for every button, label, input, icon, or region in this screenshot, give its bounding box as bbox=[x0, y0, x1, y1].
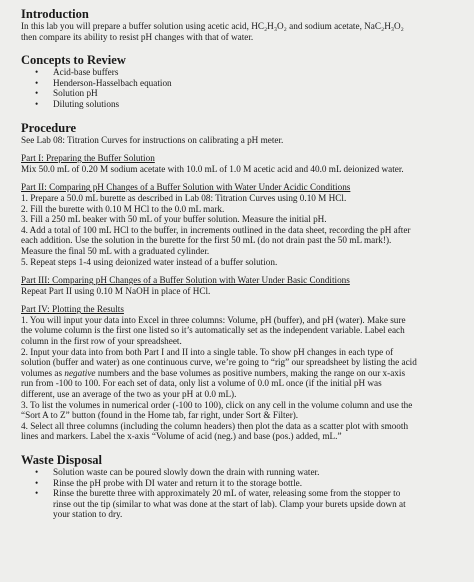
intro-line-2: then compare its ability to resist pH changes with that of water. bbox=[21, 31, 254, 42]
list-item: • Diluting solutions bbox=[35, 98, 120, 109]
list-item: • Rinse the pH probe with DI water and return it to the storage bottle. bbox=[35, 477, 303, 488]
bullet-icon: • bbox=[35, 98, 39, 109]
part4-line: volumes as negative numbers and the base volumes as positive numbers, making the range on our x-axis bbox=[21, 367, 406, 378]
bullet-icon: • bbox=[35, 467, 39, 477]
waste-list bbox=[35, 467, 468, 520]
part2-title: Part II: Comparing pH Changes of a Buffer Solution with Water Under Acidic Conditions bbox=[21, 182, 351, 193]
part1-title: Part I: Preparing the Buffer Solution bbox=[21, 153, 155, 164]
list-item: • Rinse the burette three with approximately 20 mL of water, releasing some from the stopper to rinse out the tip (similar to what was done at the start of lab). Clamp your burets upside down at your station to dry. bbox=[35, 488, 406, 520]
part4-line: 1. You will input your data into Excel in three columns: Volume, pH (buffer), and pH (water). Make sure bbox=[21, 314, 406, 325]
part2-step: Measure the final 50 mL with a graduated cylinder. bbox=[21, 245, 210, 256]
part3-line: Repeat Part II using 0.10 M NaOH in place of HCl. bbox=[21, 285, 211, 296]
part4-line: “Sort A to Z” button (found in the Home tab, far right, under Sort & Filter). bbox=[21, 410, 299, 421]
concepts-heading: Concepts to Review bbox=[21, 53, 126, 68]
part2-step: each addition. Use the solution in the burette for the first 50 mL (do not drain past the 50 mL mark!). bbox=[21, 235, 392, 246]
part4-title: Part IV: Plotting the Results bbox=[21, 304, 124, 315]
concepts-list bbox=[35, 67, 468, 109]
waste-heading: Waste Disposal bbox=[21, 453, 102, 467]
part1-line: Mix 50.0 mL of 0.20 M sodium acetate with 10.0 mL of 1.0 M acetic acid and 40.0 mL deionized water. bbox=[21, 163, 404, 174]
part4-line: solution (buffer and water) as one continuous curve, we’re going to “rig” our spreadsheet by listing the acid bbox=[21, 357, 417, 368]
bullet-icon: • bbox=[35, 77, 39, 88]
part4-line: 2. Input your data into from both Part I and II into a single table. To show pH changes in each type of bbox=[21, 346, 394, 357]
procedure-heading: Procedure bbox=[21, 120, 77, 135]
part2-step: 2. Fill the burette with 0.10 M HCl to the 0.0 mL mark. bbox=[21, 203, 225, 214]
part2-step: 1. Prepare a 50.0 mL burette as described in Lab 08: Titration Curves using 0.10 M HCl. bbox=[21, 192, 347, 203]
part4-line: the volume column is the first one listed so it’s automatically set as the independent variable. Label each bbox=[21, 325, 405, 336]
emphasis-negative: negative bbox=[64, 367, 96, 378]
bullet-icon: • bbox=[35, 88, 39, 99]
part4-line: 4. Select all three columns (including the column headers) then plot the data as a scatter plot with smooth bbox=[21, 420, 409, 431]
part3-title: Part III: Comparing pH Changes of a Buffer Solution with Water Under Basic Conditions bbox=[21, 275, 350, 286]
list-item: • Acid-base buffers bbox=[35, 67, 119, 78]
bullet-icon: • bbox=[35, 488, 39, 499]
introduction-heading: Introduction bbox=[21, 7, 89, 21]
procedure-line: See Lab 08: Titration Curves for instructions on calibrating a pH meter. bbox=[21, 134, 284, 145]
part4-line: different, use an average of the two as your pH at 0.0 mL). bbox=[21, 389, 237, 400]
part2-step: 4. Add a total of 100 mL HCl to the buffer, in increments outlined in the data sheet, recording the pH after bbox=[21, 224, 411, 235]
bullet-icon: • bbox=[35, 67, 39, 78]
part2-step: 3. Fill a 250 mL beaker with 50 mL of your buffer solution. Measure the initial pH. bbox=[21, 214, 327, 225]
part4-line: 3. To list the volumes in numerical order (-100 to 100), click on any cell in the volume column and use the bbox=[21, 399, 413, 410]
list-item: • Solution waste can be poured slowly down the drain with running water. bbox=[35, 467, 320, 477]
bullet-icon: • bbox=[35, 477, 39, 488]
part4-line: column in the first row of your spreadsheet. bbox=[21, 336, 182, 347]
intro-line-1: In this lab you will prepare a buffer solution using acetic acid, HC₂H₃O₂ and sodium acetate, NaC₂H₃O₂ bbox=[21, 21, 404, 31]
part2-step: 5. Repeat steps 1-4 using deionized water instead of a buffer solution. bbox=[21, 256, 278, 267]
part4-line: run from -100 to 100. For each set of data, only list a volume of 0.0 mL once (if the initial pH was bbox=[21, 378, 382, 389]
part4-line: lines and markers. Label the x-axis “Volume of acid (neg.) and base (pos.) added, mL.” bbox=[21, 431, 342, 442]
list-item: • Henderson-Hasselbach equation bbox=[35, 77, 172, 88]
list-item: • Solution pH bbox=[35, 88, 98, 99]
